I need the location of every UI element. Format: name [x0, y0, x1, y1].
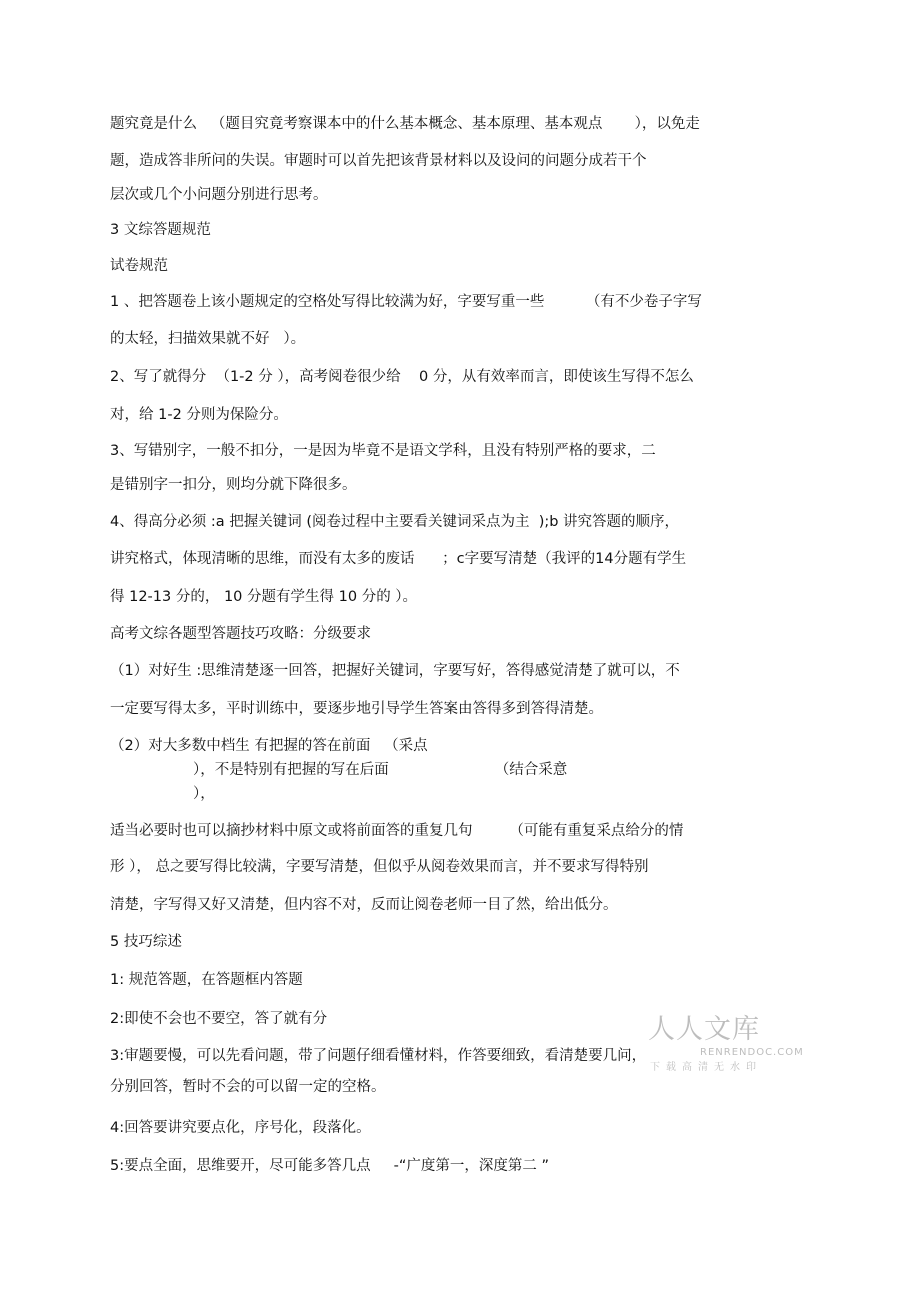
- text-line: 1 、把答题卷上该小题规定的空格处写得比较满为好，字要写重一些 （有不少卷子字写: [110, 294, 702, 310]
- text-line: 得 12-13 分的， 10 分题有学生得 10 分的 ）。: [110, 589, 418, 605]
- text-line: 题，造成答非所问的失误。审题时可以首先把该背景材料以及设问的问题分成若干个: [110, 153, 647, 169]
- text-line: （1）对好生 :思维清楚逐一回答，把握好关键词，字要写好，答得感觉清楚了就可以，不: [110, 663, 680, 679]
- watermark-title: 人人文库: [648, 1014, 760, 1045]
- text-line: 3、写错别字，一般不扣分，一是因为毕竟不是语文学科，且没有特别严格的要求，二: [110, 443, 656, 459]
- section-heading: 高考文综各题型答题技巧攻略：分级要求: [110, 626, 371, 642]
- text-line: 的太轻，扫描效果就不好 ）。: [110, 331, 306, 347]
- text-line: 清楚，字写得又好又清楚，但内容不对，反而让阅卷老师一目了然，给出低分。: [110, 897, 618, 913]
- section-heading: 3 文综答题规范: [110, 222, 211, 238]
- subsection-heading: 试卷规范: [110, 258, 168, 274]
- text-line: 适当必要时也可以摘抄材料中原文或将前面答的重复几句 （可能有重复采点给分的情: [110, 823, 684, 839]
- text-line: 4、得高分必须 :a 把握关键词 (阅卷过程中主要看关键词采点为主 );b 讲究答题的顺序，: [110, 514, 680, 530]
- list-item: 4:回答要讲究要点化，序号化，段落化。: [110, 1120, 371, 1136]
- section-heading: 5 技巧综述: [110, 934, 182, 950]
- text-line: 2、写了就得分 （1-2 分 ），高考阅卷很少给 0 分，从有效率而言，即使该生写得不怎么: [110, 369, 694, 385]
- text-line: 一定要写得太多，平时训练中，要逐步地引导学生答案由答得多到答得清楚。: [110, 701, 603, 717]
- text-line: 层次或几个小问题分别进行思考。: [110, 187, 328, 203]
- text-line: 分别回答，暂时不会的可以留一定的空格。: [110, 1079, 386, 1095]
- text-line: 形 ）， 总之要写得比较满，字要写清楚，但似乎从阅卷效果而言，并不要求写得特别: [110, 859, 649, 875]
- watermark-subtitle: 下载高清无水印: [650, 1062, 762, 1073]
- list-item: 3:审题要慢，可以先看问题，带了问题仔细看懂材料，作答要细致，看清楚要几问，: [110, 1048, 647, 1064]
- watermark-domain: RENRENDOC.COM: [700, 1047, 804, 1058]
- text-line: 对，给 1-2 分则为保险分。: [110, 407, 288, 423]
- watermark: [648, 1014, 804, 1080]
- text-line: 题究竟是什么 （题目究竟考察课本中的什么基本概念、基本原理、基本观点 ），以免走: [110, 116, 700, 132]
- text-line: ），不是特别有把握的写在后面 （结合采意: [110, 762, 568, 778]
- list-item: 5:要点全面，思维要开，尽可能多答几点 -“广度第一，深度第二 ”: [110, 1158, 550, 1174]
- text-line: ），: [110, 786, 215, 802]
- list-item: 1: 规范答题，在答题框内答题: [110, 972, 303, 988]
- text-line: 是错别字一扣分，则均分就下降很多。: [110, 477, 357, 493]
- text-line: 讲究格式，体现清晰的思维，而没有太多的废话 ；c字要写清楚（我评的14分题有学生: [110, 551, 687, 567]
- list-item: 2:即使不会也不要空，答了就有分: [110, 1011, 328, 1027]
- text-line: （2）对大多数中档生 有把握的答在前面 （采点: [110, 738, 428, 754]
